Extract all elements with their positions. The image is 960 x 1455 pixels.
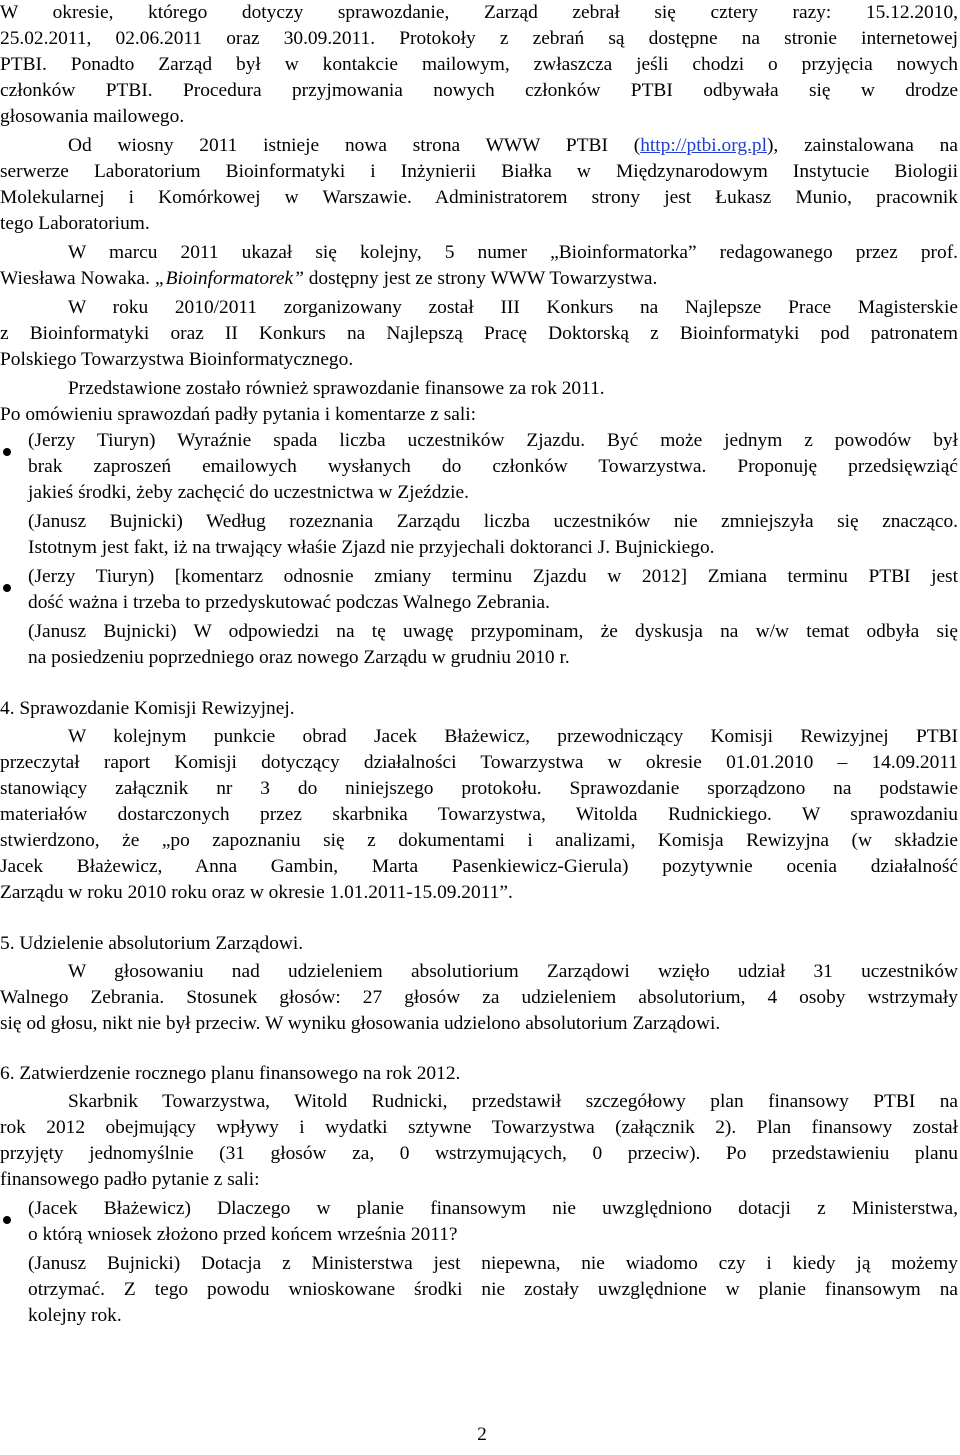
text-line: kolejny rok. bbox=[28, 1305, 122, 1326]
text-line: 25.02.2011, 02.06.2011 oraz 30.09.2011. Protokoły z zebrań są dostępne na stronie internetowej bbox=[0, 28, 958, 49]
text-line: Wiesława Nowaka. „Bioinformatorek” dostępny jest ze strony WWW Towarzystwa. bbox=[0, 268, 658, 289]
text-line: Od wiosny 2011 istnieje nowa strona WWW PTBI (http://ptbi.org.pl), zainstalowana na bbox=[68, 135, 958, 156]
bullet-marker bbox=[3, 448, 11, 456]
text-line: Zarządu w roku 2010 roku oraz w okresie 1.01.2011-15.09.2011”. bbox=[0, 882, 513, 903]
text-line: stwierdzono, że „po zapoznaniu się z dokumentami i analizami, Komisja Rewizyjna (w składzie bbox=[0, 830, 958, 851]
bullet-marker bbox=[3, 584, 11, 592]
text-line: Jacek Błażewicz, Anna Gambin, Marta Pasenkiewicz-Gierula) pozytywnie ocenia działalność bbox=[0, 856, 958, 877]
text-line: W marcu 2011 ukazał się kolejny, 5 numer „Bioinformatorka” redagowanego przez prof. bbox=[68, 242, 958, 263]
text-line: 6. Zatwierdzenie rocznego planu finansowego na rok 2012. bbox=[0, 1063, 461, 1084]
text-line: o którą wniosek złożono przed końcem września 2011? bbox=[28, 1224, 458, 1245]
text-line: serwerze Laboratorium Bioinformatyki i Inżynierii Białka w Międzynarodowym Instytucie Biologii bbox=[0, 161, 958, 182]
text-line: Polskiego Towarzystwa Bioinformatycznego. bbox=[0, 349, 354, 370]
text-line: Walnego Zebrania. Stosunek głosów: 27 głosów za udzieleniem absolutorium, 4 osoby wstrzymały bbox=[0, 987, 958, 1008]
text-line: W kolejnym punkcie obrad Jacek Błażewicz, przewodniczący Komisji Rewizyjnej PTBI bbox=[68, 726, 958, 747]
text-line: (Jerzy Tiuryn) Wyraźnie spada liczba uczestników Zjazdu. Być może jednym z powodów był bbox=[28, 430, 958, 451]
text-line: Molekularnej i Komórkowej w Warszawie. Administratorem strony jest Łukasz Munio, pracownik bbox=[0, 187, 958, 208]
text-line: W roku 2010/2011 zorganizowany został III Konkurs na Najlepsze Prace Magisterskie bbox=[68, 297, 958, 318]
text-line: W głosowaniu nad udzieleniem absolutiorium Zarządowi wzięło udział 31 uczestników bbox=[68, 961, 958, 982]
ptbi-website-link[interactable]: http://ptbi.org.pl bbox=[640, 135, 767, 156]
text-line: głosowania mailowego. bbox=[0, 106, 185, 127]
text-line: (Jerzy Tiuryn) [komentarz odnosnie zmiany terminu Zjazdu w 2012] Zmiana terminu PTBI jest bbox=[28, 566, 958, 587]
text-line: Istotnym jest fakt, iż na trwający właśie Zjazd nie przyjechali doktoranci J. Bujnickiego. bbox=[28, 537, 715, 558]
text-line: członków PTBI. Procedura przyjmowania nowych członków PTBI odbywała się w drodze bbox=[0, 80, 958, 101]
italic-title: „Bioinformatorek” bbox=[154, 268, 304, 289]
text-line: Przedstawione zostało również sprawozdanie finansowe za rok 2011. bbox=[68, 378, 605, 399]
text-line: brak zaproszeń emailowych wysłanych do członków Towarzystwa. Proponuję przedsięwziąć bbox=[28, 456, 958, 477]
text-line: materiałów dostarczonych przez skarbnika Towarzystwa, Witolda Rudnickiego. W sprawozdaniu bbox=[0, 804, 958, 825]
text-line: się od głosu, nikt nie był przeciw. W wyniku głosowania udzielono absolutorium Zarządowi. bbox=[0, 1013, 721, 1034]
text-line: tego Laboratorium. bbox=[0, 213, 150, 234]
text-line: Skarbnik Towarzystwa, Witold Rudnicki, przedstawił szczegółowy plan finansowy PTBI na bbox=[68, 1091, 958, 1112]
text-line: Po omówieniu sprawozdań padły pytania i komentarze z sali: bbox=[0, 404, 477, 425]
text-line: z Bioinformatyki oraz II Konkurs na Najlepszą Pracę Doktorską z Bioinformatyki pod patronatem bbox=[0, 323, 958, 344]
page-number: 2 bbox=[477, 1424, 487, 1445]
text-line: dość ważna i trzeba to przedyskutować podczas Walnego Zebrania. bbox=[28, 592, 550, 613]
text-line: 5. Udzielenie absolutorium Zarządowi. bbox=[0, 933, 304, 954]
text-line: W okresie, którego dotyczy sprawozdanie, Zarząd zebrał się cztery razy: 15.12.2010, bbox=[0, 2, 958, 23]
text-line: rok 2012 obejmujący wpływy i wydatki sztywne Towarzystwa (załącznik 2). Plan finansowy został bbox=[0, 1117, 958, 1138]
text-line: stanowiący załącznik nr 3 do niniejszego protokołu. Sprawozdanie sporządzono na podstawie bbox=[0, 778, 958, 799]
text-line: (Jacek Błażewicz) Dlaczego w planie finansowym nie uwzględniono dotacji z Ministerstwa, bbox=[28, 1198, 958, 1219]
text-line: PTBI. Ponadto Zarząd był w kontakcie mailowym, zwłaszcza jeśli chodzi o przyjęcia nowych bbox=[0, 54, 958, 75]
text-line: 4. Sprawozdanie Komisji Rewizyjnej. bbox=[0, 698, 295, 719]
text-line: na posiedzeniu poprzedniego oraz nowego Zarządu w grudniu 2010 r. bbox=[28, 647, 570, 668]
text-line: finansowego padło pytanie z sali: bbox=[0, 1169, 260, 1190]
text-line: przyjęty jednomyślnie (31 głosów za, 0 wstrzymujących, 0 przeciw). Po przedstawieniu planu bbox=[0, 1143, 958, 1164]
text-line: jakieś środki, żeby zachęcić do uczestnictwa w Zjeździe. bbox=[28, 482, 469, 503]
text-line: (Janusz Bujnicki) W odpowiedzi na tę uwagę przypominam, że dyskusja na w/w temat odbyła się bbox=[28, 621, 958, 642]
text-line: otrzymać. Z tego powodu wnioskowane środki nie zostały uwzględnione w planie finansowym na bbox=[28, 1279, 958, 1300]
text-line: przeczytał raport Komisji dotyczący działalności Towarzystwa w okresie 01.01.2010 – 14.09.2011 bbox=[0, 752, 958, 773]
bullet-marker bbox=[3, 1216, 11, 1224]
text-line: (Janusz Bujnicki) Według rozeznania Zarządu liczba uczestników nie zmniejszyła się znacząco. bbox=[28, 511, 958, 532]
text-line: (Janusz Bujnicki) Dotacja z Ministerstwa jest niepewna, nie wiadomo czy i kiedy ją możemy bbox=[28, 1253, 958, 1274]
